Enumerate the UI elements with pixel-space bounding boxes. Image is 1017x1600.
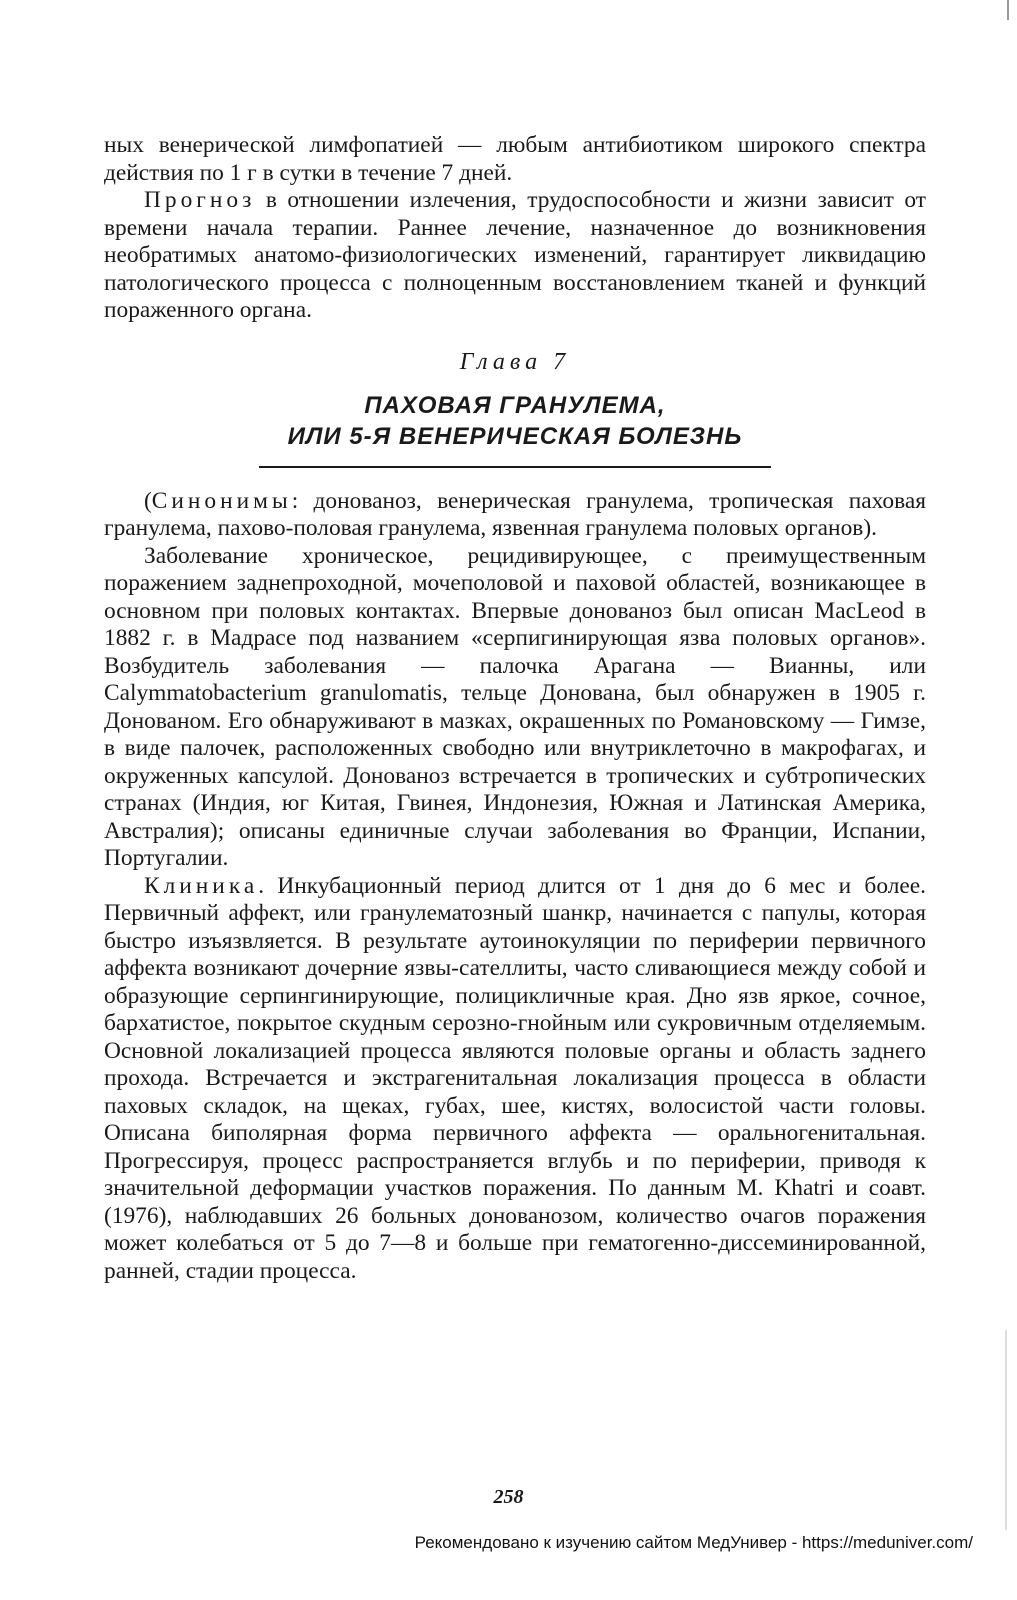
prognosis-text: в отношении излечения, трудоспособности и жизни зависит от времени начала терапии. Раннее лечение, назначенное до возникновения необратимых анатомо-физиологических изменений, гарантирует ликвидацию патологического процесса с полноценным восстановлением тканей и функций пораженного органа. — [104, 187, 926, 323]
chapter-label: Глава 7 — [459, 348, 571, 375]
paragraph-disease: Заболевание хроническое, рецидивирующее, с преимущественным поражением заднепроходной, мочеполовой и паховой областей, возникающее в основном при половых контактах. Впервые донованоз был описан MacLeod в 1882 г. в Мадрасе под названием «серпигинирующая язва половых органов». Возбудитель заболевания — палочка Арагана — Вианны, или Calymmatobacterium granulomatis, тельце Донована, был обнаружен в 1905 г. Донованом. Его обнаруживают в мазках, окрашенных по Романовскому — Гимзе, в виде палочек, расположенных свободно или внутриклеточно в макрофагах, и окруженных капсулой. Донованоз встречается в тропических и субтропических странах (Индия, юг Китая, Гвинея, Индонезия, Южная и Латинская Америка, Австралия); описаны единичные случаи заболевания во Франции, Испании, Португалии. — [104, 542, 926, 871]
footer-recommendation: Рекомендовано к изучению сайтом МедУнивер - https://meduniver.com/ — [414, 1533, 973, 1552]
synonyms-text: : донованоз, венерическая гранулема, тропическая паховая гранулема, пахово-половая гранулема, язвенная гранулема половых органов). — [104, 487, 926, 541]
synonyms-lead: Синонимы — [151, 487, 292, 514]
scan-edge-mark — [1007, 0, 1009, 20]
chapter-title-line2: ИЛИ 5-Я ВЕНЕРИЧЕСКАЯ БОЛЕЗНЬ — [287, 422, 743, 450]
prognosis-lead: Прогноз — [144, 187, 256, 213]
synonyms-open: ( — [144, 487, 152, 514]
paragraph-clinic — [104, 873, 926, 1286]
page-number: 258 — [493, 1486, 524, 1508]
chapter-title-line1: ПАХОВАЯ ГРАНУЛЕМА, — [364, 391, 666, 419]
title-divider — [259, 466, 771, 468]
clinic-lead: Клиника — [144, 872, 259, 899]
page-content — [104, 132, 926, 1285]
paragraph-synonyms — [104, 488, 926, 543]
paragraph-continuation: ных венерической лимфопатией — любым антибиотиком широкого спектра действия по 1 г в сутки в течение 7 дней. — [104, 132, 926, 186]
clinic-text: . Инкубационный период длится от 1 дня до 6 мес и более. Первичный аффект, или гранулематозный шанкр, начинается с папулы, которая быстро изъязвляется. В результате аутоинокуляции по периферии первичного аффекта возникают дочерние язвы-сателлиты, часто сливающиеся между собой и образующие серпингинирующие, полицикличные края. Дно язв яркое, сочное, бархатистое, покрытое скудным серозно-гнойным или сукровичным отделяемым. Основной локализацией процесса являются половые органы и область заднего прохода. Встречается и экстрагенитальная локализация процесса в области паховых складок, на щеках, губах, шее, кистях, волосистой части головы. Описана биполярная форма первичного аффекта — оральногенитальная. Прогрессируя, процесс распространяется вглубь и по периферии, приводя к значительной деформации участков поражения. По данным M. Khatri и соавт. (1976), наблюдавших 26 больных донованозом, количество очагов поражения может колебаться от 5 до 7—8 и больше при гематогенно-диссеминированной, ранней, стадии процесса. — [104, 872, 926, 1284]
paragraph-prognosis — [104, 187, 926, 325]
